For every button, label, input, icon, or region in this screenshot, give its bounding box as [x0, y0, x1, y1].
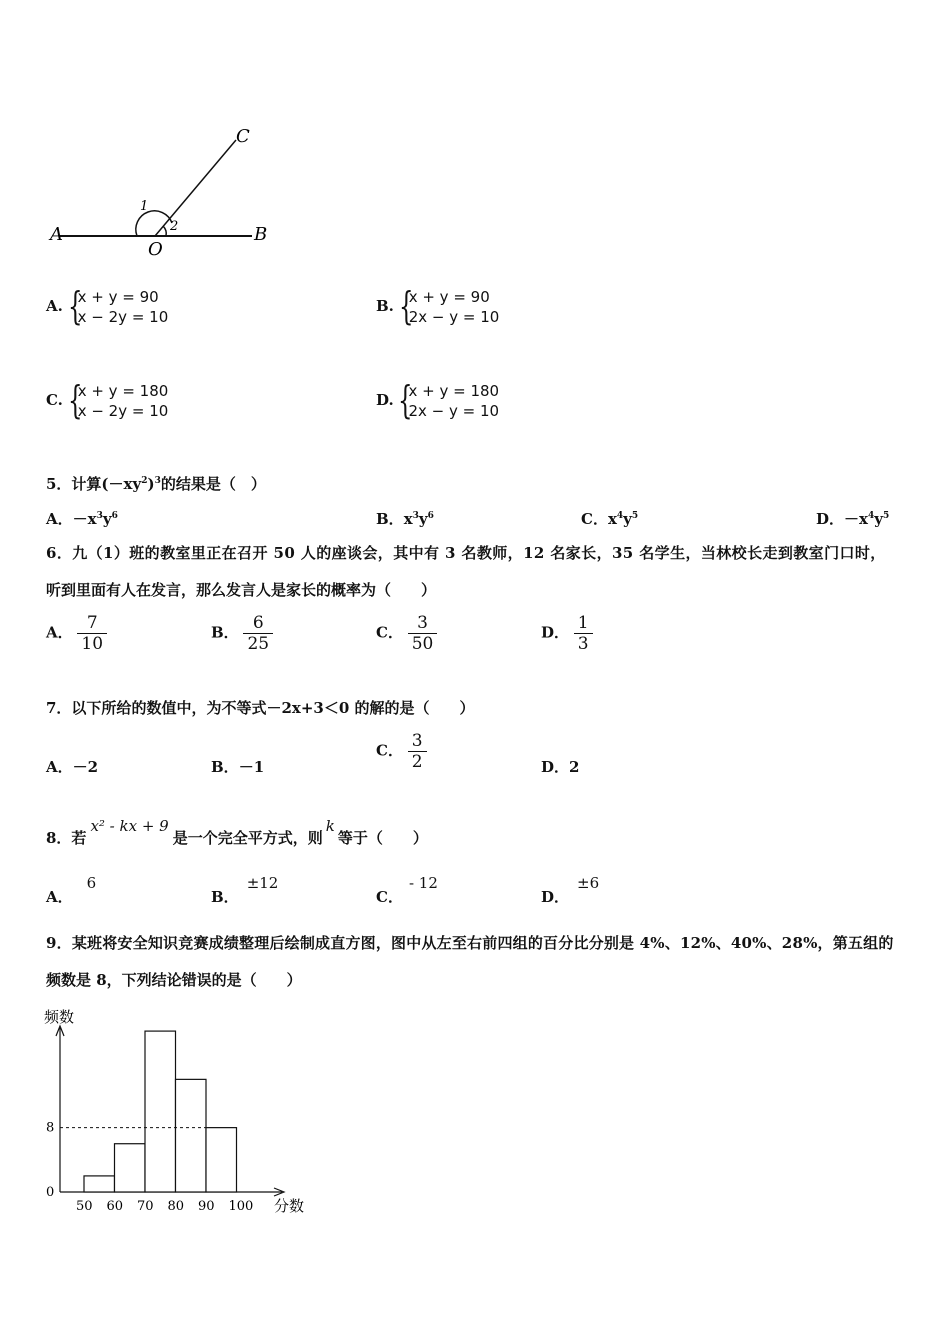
- option-label: B.: [376, 297, 394, 315]
- label-angle-1: 1: [140, 199, 149, 214]
- q8-option-a[interactable]: A．6: [46, 874, 97, 906]
- q6-option-d[interactable]: D． $\frac{1}{3}$: [541, 613, 593, 654]
- fraction: $\frac{1}{3}$: [574, 613, 593, 654]
- y-axis-label: 频数: [44, 1008, 75, 1026]
- q4-option-a[interactable]: [46, 284, 169, 328]
- q5-option-c[interactable]: C．$x^4y^5$: [581, 510, 639, 528]
- angle-figure: [40, 118, 280, 258]
- fraction: $\frac{3}{50}$: [408, 613, 438, 654]
- q7-option-a[interactable]: A．－2: [46, 758, 99, 776]
- q6-option-a[interactable]: A． $\frac{7}{10}$: [46, 613, 107, 654]
- y-tick-label: 8: [46, 1120, 55, 1136]
- q6-stem-line1: 6．九（1）班的教室里正在召开 50 人的座谈会，其中有 3 名教师，12 名家长，35 名学生，当林校长走到教室门口时，: [46, 544, 886, 562]
- q5-stem: 5．计算$(-xy^2)^3$的结果是（ ）: [46, 475, 266, 493]
- equation-1: x + y = 90: [77, 288, 159, 306]
- q9-stem-line1: 9．某班将安全知识竞赛成绩整理后绘制成直方图，图中从左至右前四组的百分比分别是 4%、12%、40%、28%，第五组的: [46, 934, 894, 952]
- label-C: C: [236, 126, 250, 147]
- fraction: $\frac{6}{25}$: [243, 613, 273, 654]
- option-label: C.: [46, 391, 63, 409]
- q7-option-c[interactable]: C． $\frac{3}{2}$: [376, 731, 427, 772]
- equation-system: { x + y = 90 x − 2y = 10: [67, 284, 169, 328]
- equation-2: 2x − y = 10: [408, 402, 500, 420]
- x-tick-label: 90: [198, 1199, 215, 1214]
- x-tick-label: 80: [167, 1199, 185, 1214]
- q9-stem-line2: 频数是 8，下列结论错误的是（ ）: [46, 971, 302, 989]
- equation-1: x + y = 180: [77, 382, 169, 400]
- quadratic-expression: x² - kx + 9: [90, 817, 169, 835]
- q6-stem-line2: 听到里面有人在发言，那么发言人是家长的概率为（ ）: [46, 581, 437, 599]
- x-tick-label: 70: [137, 1199, 154, 1214]
- q4-option-c[interactable]: [46, 378, 169, 422]
- variable-k: k: [325, 817, 335, 835]
- q7-option-d[interactable]: D．2: [541, 758, 580, 776]
- x-tick-label: 100: [228, 1199, 254, 1214]
- q8-option-c[interactable]: C．- 12: [376, 874, 438, 906]
- label-B: B: [254, 224, 268, 245]
- label-O: O: [148, 239, 163, 258]
- histogram-bar: [145, 1031, 176, 1192]
- q8-stem: 8．若x² - kx + 9是一个完全平方式，则k等于（ ）: [46, 817, 428, 847]
- fraction: $\frac{7}{10}$: [77, 613, 107, 654]
- equation-system: { x + y = 180 x − 2y = 10: [67, 378, 169, 422]
- q5-option-d[interactable]: D．$-x^4y^5$: [816, 510, 890, 528]
- x-tick-label: 50: [76, 1199, 93, 1214]
- equation-system: { x + y = 90 2x − y = 10: [398, 284, 500, 328]
- histogram-bar: [115, 1144, 146, 1192]
- q6-option-c[interactable]: C． $\frac{3}{50}$: [376, 613, 437, 654]
- equation-1: x + y = 180: [408, 382, 500, 400]
- q7-option-b[interactable]: B．－1: [211, 758, 265, 776]
- histogram-bar: [176, 1079, 207, 1192]
- x-tick-label: 60: [106, 1199, 124, 1214]
- equation-2: x − 2y = 10: [77, 308, 169, 326]
- option-label: D.: [376, 391, 394, 409]
- q5-option-b[interactable]: B．$x^3y^6$: [376, 510, 434, 528]
- x-axis-label: 分数: [274, 1197, 305, 1215]
- histogram-chart: [36, 1002, 326, 1222]
- histogram-bar: [206, 1128, 237, 1192]
- equation-system: { x + y = 180 2x − y = 10: [398, 378, 500, 422]
- histogram-bar: [84, 1176, 115, 1192]
- q4-option-b[interactable]: [376, 284, 500, 328]
- equation-2: 2x − y = 10: [408, 308, 500, 326]
- q4-option-d[interactable]: [376, 378, 500, 422]
- fraction: $\frac{3}{2}$: [408, 731, 427, 772]
- q6-option-b[interactable]: B． $\frac{6}{25}$: [211, 613, 273, 654]
- label-angle-2: 2: [170, 219, 179, 234]
- y-tick-label: 0: [46, 1185, 55, 1200]
- option-label: A.: [46, 297, 63, 315]
- q5-option-a[interactable]: A．$-x^3y^6$: [46, 510, 118, 528]
- equation-2: x − 2y = 10: [77, 402, 169, 420]
- q8-option-d[interactable]: D．±6: [541, 874, 600, 906]
- equation-1: x + y = 90: [408, 288, 490, 306]
- q8-option-b[interactable]: B．±12: [211, 874, 279, 906]
- q7-stem: 7．以下所给的数值中，为不等式－2x+3＜0 的解的是（ ）: [46, 699, 475, 717]
- label-A: A: [50, 224, 63, 245]
